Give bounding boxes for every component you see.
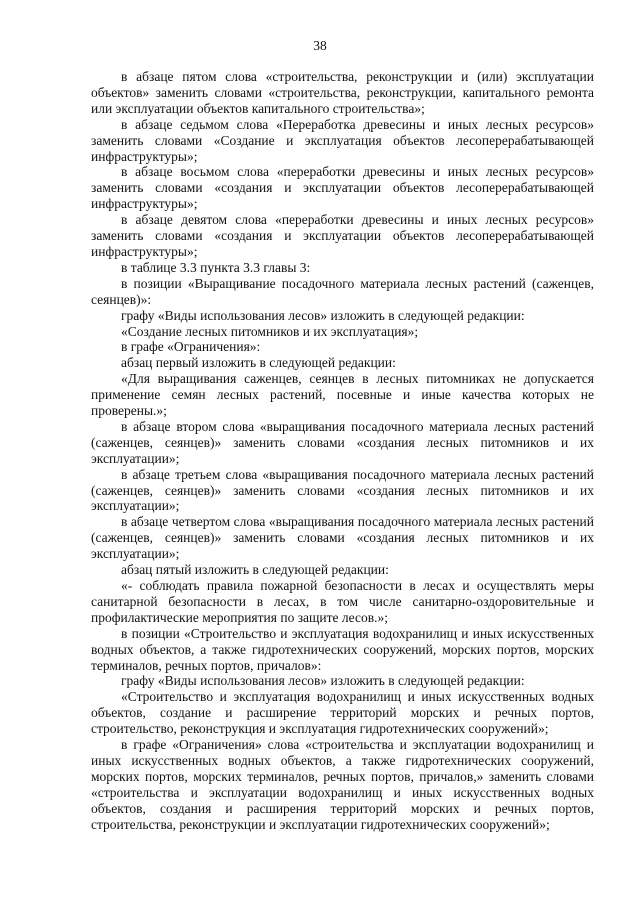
page-number: 38 (313, 38, 327, 53)
paragraph: абзац первый изложить в следующей редакции: (121, 355, 396, 371)
paragraph: графу «Виды использования лесов» изложить в следующей редакции: (121, 673, 525, 689)
paragraph: в позиции «Выращивание посадочного материала лесных растений (саженцев, сеянцев)»: (91, 275, 594, 307)
paragraph: «- соблюдать правила пожарной безопасности в лесах и осуществлять меры санитарной безопасности в лесах, в том числе санитарно-оздоровительные и профилактические мероприятия по защите лесов.»; (91, 578, 594, 625)
paragraph: в абзаце четвертом слова «выращивания посадочного материала лесных растений (саженцев, сеянцев)» заменить словами «создания лесных питомников и их эксплуатации»; (91, 514, 594, 562)
document-body (91, 69, 594, 833)
paragraph: в абзаце девятом слова «переработки древесины и иных лесных ресурсов» заменить словами «создания и эксплуатации объектов лесоперерабатывающей инфраструктуры»; (91, 212, 594, 259)
paragraph: абзац пятый изложить в следующей редакции: (121, 562, 389, 578)
paragraph: в графе «Ограничения» слова «строительства и эксплуатации водохранилищ и иных искусственных водных объектов, а также гидротехнических сооружений, морских портов, морских терминалов, речных портов, причалов,» заменить словами «строительства и эксплуатации водохранилищ и иных искусственных водных объектов, создания и расширения территорий морских и речных портов, строительства, реконструкции и эксплуатации гидротехнических сооружений»; (91, 737, 594, 832)
paragraph: в позиции «Строительство и эксплуатация водохранилищ и иных искусственных водных объектов, а также гидротехнических сооружений, морских портов, морских терминалов, речных портов, причалов»: (91, 625, 594, 673)
paragraph: графу «Виды использования лесов» изложить в следующей редакции: (121, 307, 525, 323)
paragraph: «Строительство и эксплуатация водохранилищ и иных искусственных водных объектов, создание и расширение территорий морских и речных портов, строительство, реконструкция и эксплуатация гидротехнических сооружений»; (91, 689, 594, 737)
paragraph: «Создание лесных питомников и их эксплуатация»; (121, 323, 419, 339)
paragraph: в абзаце втором слова «выращивания посадочного материала лесных растений (саженцев, сеянцев)» заменить словами «создания лесных питомников и их эксплуатации»; (91, 418, 594, 466)
paragraph: в графе «Ограничения»: (121, 339, 261, 355)
paragraph: «Для выращивания саженцев, сеянцев в лесных питомниках не допускается применение семян лесных растений, посевные и иные качества которых не проверены.»; (91, 371, 594, 419)
paragraph: в абзаце седьмом слова «Переработка древесины и иных лесных ресурсов» заменить словами «Создание и эксплуатация объектов лесоперерабатывающей инфраструктуры»; (91, 116, 594, 164)
paragraph: в абзаце восьмом слова «переработки древесины и иных лесных ресурсов» заменить словами «создания и эксплуатации объектов лесоперерабатывающей инфраструктуры»; (91, 164, 594, 212)
paragraph: в абзаце третьем слова «выращивания посадочного материала лесных растений (саженцев, сеянцев)» заменить словами «создания лесных питомников и их эксплуатации»; (91, 466, 594, 514)
paragraph: в абзаце пятом слова «строительства, реконструкции и (или) эксплуатации объектов» заменить словами «строительства, реконструкции, капитального ремонта или эксплуатации объектов капитального строительства»; (91, 69, 594, 116)
paragraph: в таблице 3.3 пункта 3.3 главы 3: (121, 259, 311, 275)
